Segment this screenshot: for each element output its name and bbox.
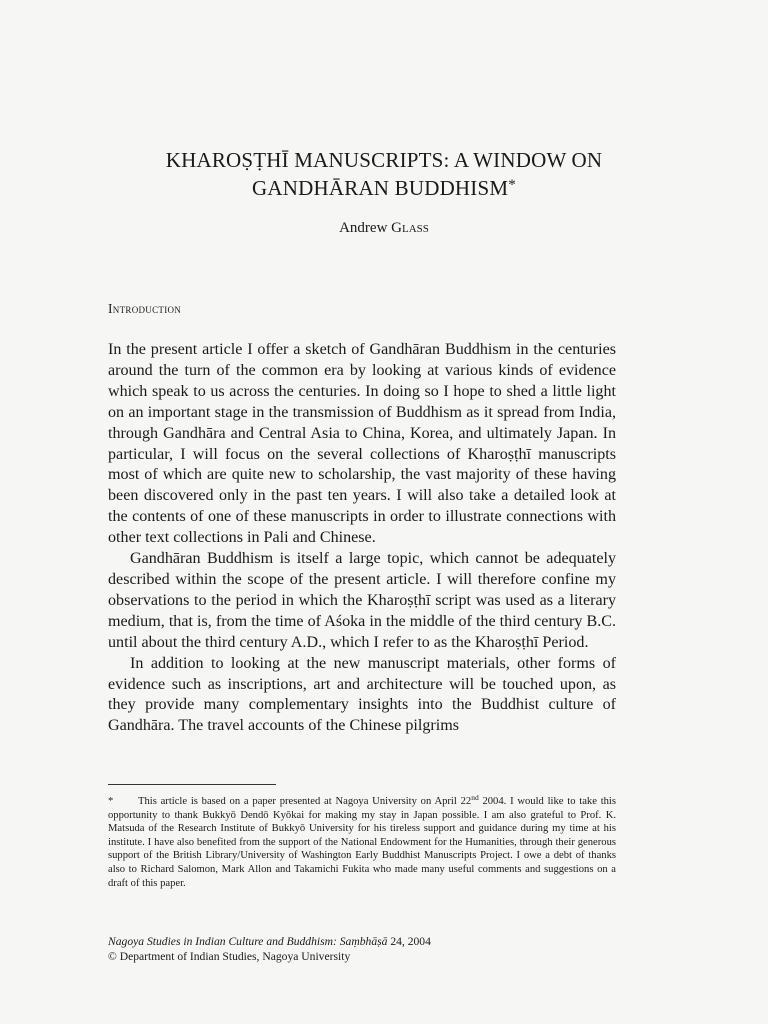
footnote-text-start: This article is based on a paper presented at Nagoya University on April 22 xyxy=(138,796,472,807)
paper-title xyxy=(0,146,768,202)
paragraph-2: Gandhāran Buddhism is itself a large topic, which cannot be adequately described within the scope of the present article. I will therefore confine my observations to the period in which the Kharoṣṭhī script was used as a literary medium, that is, from the time of Aśoka in the middle of the third century B.C. until about the third century A.D., which I refer to as the Kharoṣṭhī Period. xyxy=(108,550,616,651)
footnote xyxy=(108,795,616,890)
journal-copyright: © Department of Indian Studies, Nagoya University xyxy=(108,950,351,963)
footnote-ordinal-sup: nd xyxy=(471,793,479,802)
journal-info xyxy=(108,934,616,964)
body-text xyxy=(108,340,616,737)
paragraph-1: In the present article I offer a sketch of Gandhāran Buddhism in the centuries around the turn of the common era by looking at various kinds of evidence which speak to us across the centuries. In doing so I hope to shed a little light on an important stage in the transmission of Buddhism as it spread from India, through Gandhāra and Central Asia to China, Korea, and ultimately Japan. In particular, I will focus on the several collections of Kharoṣṭhī manuscripts most of which are quite new to scholarship, the vast majority of these having been discovered only in the past ten years. I will also take a detailed look at the contents of one of these manuscripts in order to illustrate connections with other text collections in Pali and Chinese. xyxy=(108,341,616,547)
title-footnote-mark: * xyxy=(508,177,516,193)
footnote-divider xyxy=(108,784,276,785)
author-first-name: Andrew xyxy=(339,220,388,236)
title-line-2 xyxy=(0,174,768,202)
title-line-1: KHAROṢṬHĪ MANUSCRIPTS: A WINDOW ON xyxy=(165,148,603,172)
title-line-2-text: GANDHĀRAN BUDDHISM xyxy=(252,176,509,200)
author-name xyxy=(0,220,768,237)
journal-series-line xyxy=(108,934,616,949)
author-last-name: Glass xyxy=(391,220,429,236)
footnote-text-rest: 2004. I would like to take this opportunity to thank Bukkyō Dendō Kyōkai for making my stay in Japan possible. I am also grateful to Prof. K. Matsuda of the Research Institute of Bukkyō University for his tireless support and guidance during my time at his institute. I have also benefited from the support of the National Endowment for the Humanities, through their generous support of the British Library/University of Washington Early Buddhist Manuscripts Project. I owe a debt of thanks also to Richard Salomon, Mark Allon and Takamichi Fukita who made many useful comments and suggestions on a draft of this paper. xyxy=(108,796,616,889)
footnote-marker: * xyxy=(108,796,114,807)
journal-volume: 24, 2004 xyxy=(387,935,431,948)
section-heading: Introduction xyxy=(108,301,182,316)
paragraph-3: In addition to looking at the new manuscript materials, other forms of evidence such as inscriptions, art and architecture will be touched upon, as they provide many complementary insights into the Buddhist culture of Gandhāra. The travel accounts of the Chinese pilgrims xyxy=(108,654,616,735)
journal-series: Nagoya Studies in Indian Culture and Buddhism: Saṃbhāṣā xyxy=(108,935,388,948)
